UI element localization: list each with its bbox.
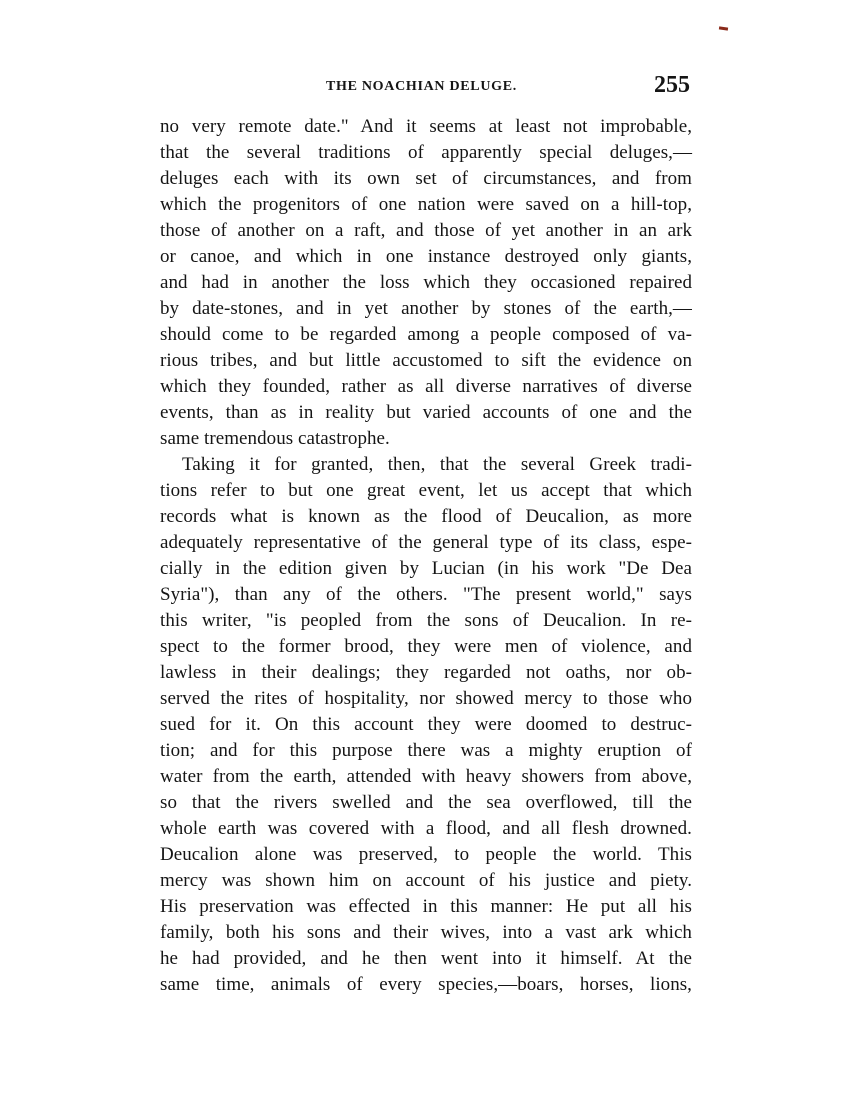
text-line: records what is known as the flood of Deucalion, as more [160, 506, 692, 527]
text-line: spect to the former brood, they were men of violence, and [160, 636, 692, 657]
text-line: and had in another the loss which they occasioned repaired [160, 272, 692, 293]
text-line: this writer, "is peopled from the sons of Deucalion. In re- [160, 610, 692, 631]
text-line: deluges each with its own set of circumstances, and from [160, 168, 692, 189]
running-title: THE NOACHIAN DELUGE. [326, 79, 517, 94]
text-line: whole earth was covered with a flood, and all flesh drowned. [160, 818, 692, 839]
text-line: served the rites of hospitality, nor showed mercy to those who [160, 688, 692, 709]
text-line: Taking it for granted, then, that the several Greek tradi- [182, 454, 692, 475]
text-line: sued for it. On this account they were doomed to destruc- [160, 714, 692, 735]
text-line: no very remote date." And it seems at least not improbable, [160, 116, 692, 137]
page-corner-mark [719, 26, 728, 30]
text-line: water from the earth, attended with heavy showers from above, [160, 766, 692, 787]
text-line: same time, animals of every species,—boars, horses, lions, [160, 974, 692, 995]
text-line: by date-stones, and in yet another by stones of the earth,— [160, 298, 692, 319]
text-line: which they founded, rather as all diverse narratives of diverse [160, 376, 692, 397]
paragraph-1 [160, 114, 692, 452]
text-line: so that the rivers swelled and the sea overflowed, till the [160, 792, 692, 813]
text-line: those of another on a raft, and those of yet another in an ark [160, 220, 692, 241]
text-line: adequately representative of the general type of its class, espe- [160, 532, 692, 553]
text-line: cially in the edition given by Lucian (in his work "De Dea [160, 558, 692, 579]
text-line: same tremendous catastrophe. [160, 428, 390, 449]
text-line: that the several traditions of apparently special deluges,— [160, 142, 692, 163]
text-line: he had provided, and he then went into it himself. At the [160, 948, 692, 969]
paragraph-2 [160, 452, 692, 998]
text-line: or canoe, and which in one instance destroyed only giants, [160, 246, 692, 267]
text-line: should come to be regarded among a people composed of va- [160, 324, 692, 345]
text-line: tions refer to but one great event, let us accept that which [160, 480, 692, 501]
text-line: His preservation was effected in this manner: He put all his [160, 896, 692, 917]
text-line: lawless in their dealings; they regarded not oaths, nor ob- [160, 662, 692, 683]
text-line: tion; and for this purpose there was a mighty eruption of [160, 740, 692, 761]
text-line: which the progenitors of one nation were saved on a hill-top, [160, 194, 692, 215]
text-line: rious tribes, and but little accustomed to sift the evidence on [160, 350, 692, 371]
page-number: 255 [654, 72, 690, 98]
body-text [160, 114, 692, 998]
text-line: family, both his sons and their wives, into a vast ark which [160, 922, 692, 943]
text-line: mercy was shown him on account of his justice and piety. [160, 870, 692, 891]
running-head [160, 72, 692, 106]
text-line: Syria"), than any of the others. "The present world," says [160, 584, 692, 605]
text-line: events, than as in reality but varied accounts of one and the [160, 402, 692, 423]
text-line: Deucalion alone was preserved, to people the world. This [160, 844, 692, 865]
